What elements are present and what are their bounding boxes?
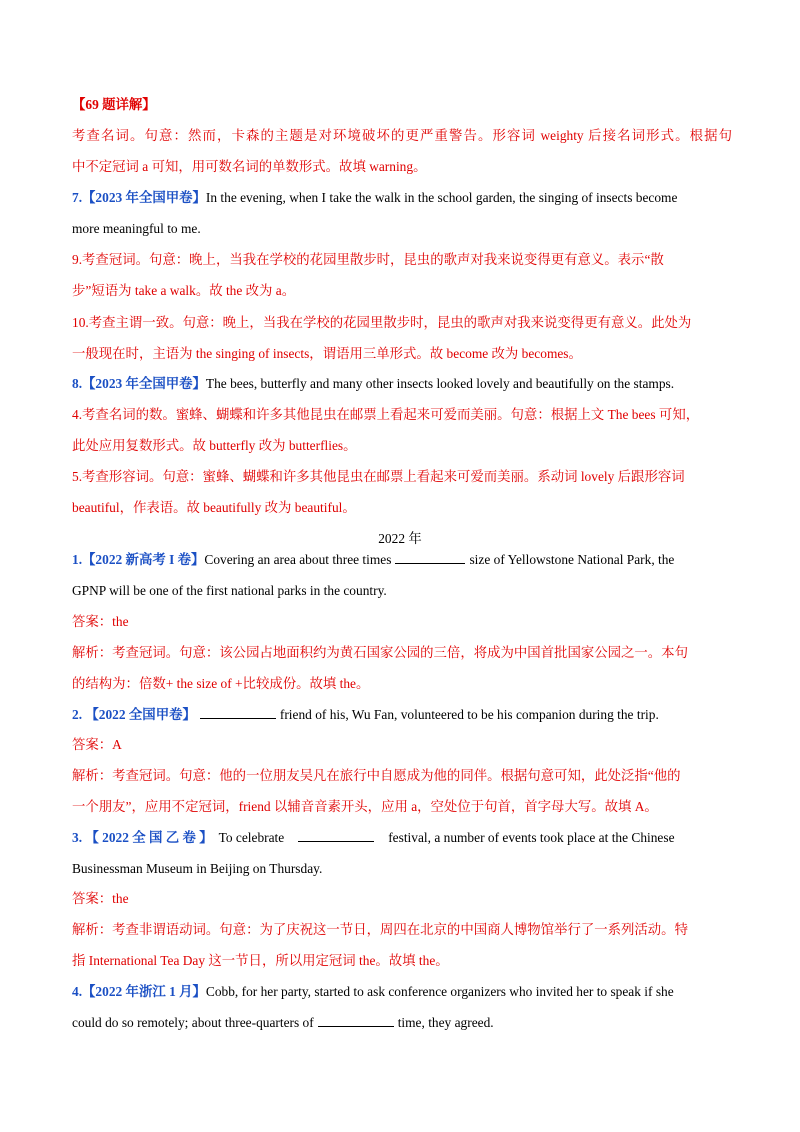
question-1 (72, 550, 732, 570)
question-text: friend of his, Wu Fan, volunteered to be his companion during the trip. (279, 707, 659, 722)
question-source-tag: 3. 【 2022 全 国 乙 卷 】 (72, 830, 213, 845)
explanation-line: 解析：考查非谓语动词。句意：为了庆祝这一节日，周四在北京的中国商人博物馆举行了一系列活动。特 (72, 922, 688, 937)
question-text-cont: more meaningful to me. (72, 221, 201, 236)
question-text-cont (72, 1013, 732, 1033)
explanation-line: 此处应用复数形式。故 butterfly 改为 butterflies。 (72, 438, 357, 453)
question-text: size of Yellowstone National Park, the (469, 552, 675, 567)
explanation-line: 一个朋友”，应用不定冠词，friend 以辅音音素开头，应用 a，空处位于句首，首字母大写。故填 A。 (72, 799, 658, 814)
explanation-line: 10.考查主谓一致。句意：晚上，当我在学校的花园里散步时，昆虫的歌声对我来说变得更有意义。此处为 (72, 315, 692, 330)
explanation-line: 步”短语为 take a walk。故 the 改为 a。 (72, 283, 296, 298)
question-text-cont: GPNP will be one of the first national parks in the country. (72, 583, 387, 598)
explanation-line: 解析：考查冠词。句意：该公园占地面积约为黄石国家公园的三倍，将成为中国首批国家公园之一。本句 (72, 645, 688, 660)
question-text: could do so remotely; about three-quarters of (72, 1015, 314, 1030)
answer-line: 答案：A (72, 737, 122, 752)
explanation-line: 解析：考查冠词。句意：他的一位朋友吴凡在旅行中自愿成为他的同伴。根据句意可知，此处泛指“他的 (72, 768, 681, 783)
question-text: Covering an area about three times (204, 552, 392, 567)
explanation-line: 9.考查冠词。句意：晚上，当我在学校的花园里散步时，昆虫的歌声对我来说变得更有意义。表示“散 (72, 252, 664, 267)
explanation-line: 4.考查名词的数。蜜蜂、蝴蝶和许多其他昆虫在邮票上看起来可爱而美丽。句意：根据上文 The bees 可知， (72, 407, 700, 422)
question-text-cont: Businessman Museum in Beijing on Thursday. (72, 861, 323, 876)
question-text: To celebrate (218, 830, 285, 845)
explanation-line: 的结构为：倍数+ the size of +比较成份。故填 the。 (72, 676, 370, 691)
question-source-tag: 7.【2023 年全国甲卷】 (72, 190, 206, 205)
question-7 (72, 188, 732, 208)
answer-blank (298, 840, 374, 842)
explanation-line: beautiful，作表语。故 beautifully 改为 beautiful。 (72, 500, 356, 515)
answer-blank (200, 717, 276, 719)
question-8 (72, 374, 732, 394)
year-heading: 2022 年 (378, 531, 422, 546)
answer-blank (395, 562, 465, 564)
question-text: In the evening, when I take the walk in the school garden, the singing of insects become (205, 190, 678, 205)
explanation-line: 中不定冠词 a 可知，用可数名词的单数形式。故填 warning。 (72, 159, 427, 174)
question-source-tag: 4.【2022 年浙江 1 月】 (72, 984, 206, 999)
explanation-line: 一般现在时，主语为 the singing of insects，谓语用三单形式。故 become 改为 becomes。 (72, 346, 582, 361)
question-text: Cobb, for her party, started to ask conference organizers who invited her to speak if she (205, 984, 674, 999)
explanation-line: 考查名词。句意：然而，卡森的主题是对环境破坏的更严重警告。形容词 weighty 后接名词形式。根据句 (72, 128, 732, 143)
explanation-line: 5.考查形容词。句意：蜜蜂、蝴蝶和许多其他昆虫在邮票上看起来可爱而美丽。系动词 lovely 后跟形容词 (72, 469, 685, 484)
answer-line: 答案：the (72, 891, 129, 906)
question-source-tag: 2. 【2022 全国甲卷】 (72, 707, 196, 722)
question-source-tag: 8.【2023 年全国甲卷】 (72, 376, 206, 391)
question-2 (72, 705, 732, 725)
question-4 (72, 982, 732, 1002)
question-text: The bees, butterfly and many other insects looked lovely and beautifully on the stamps. (205, 376, 675, 391)
section-heading-69: 【69 题详解】 (72, 97, 156, 112)
question-3 (72, 828, 732, 848)
question-text: time, they agreed. (397, 1015, 494, 1030)
question-source-tag: 1.【2022 新高考 I 卷】 (72, 552, 205, 567)
explanation-line: 指 International Tea Day 这一节日，所以用定冠词 the。故填 the。 (72, 953, 449, 968)
answer-blank (318, 1025, 394, 1027)
answer-line: 答案：the (72, 614, 129, 629)
question-text: festival, a number of events took place at the Chinese (388, 830, 675, 845)
